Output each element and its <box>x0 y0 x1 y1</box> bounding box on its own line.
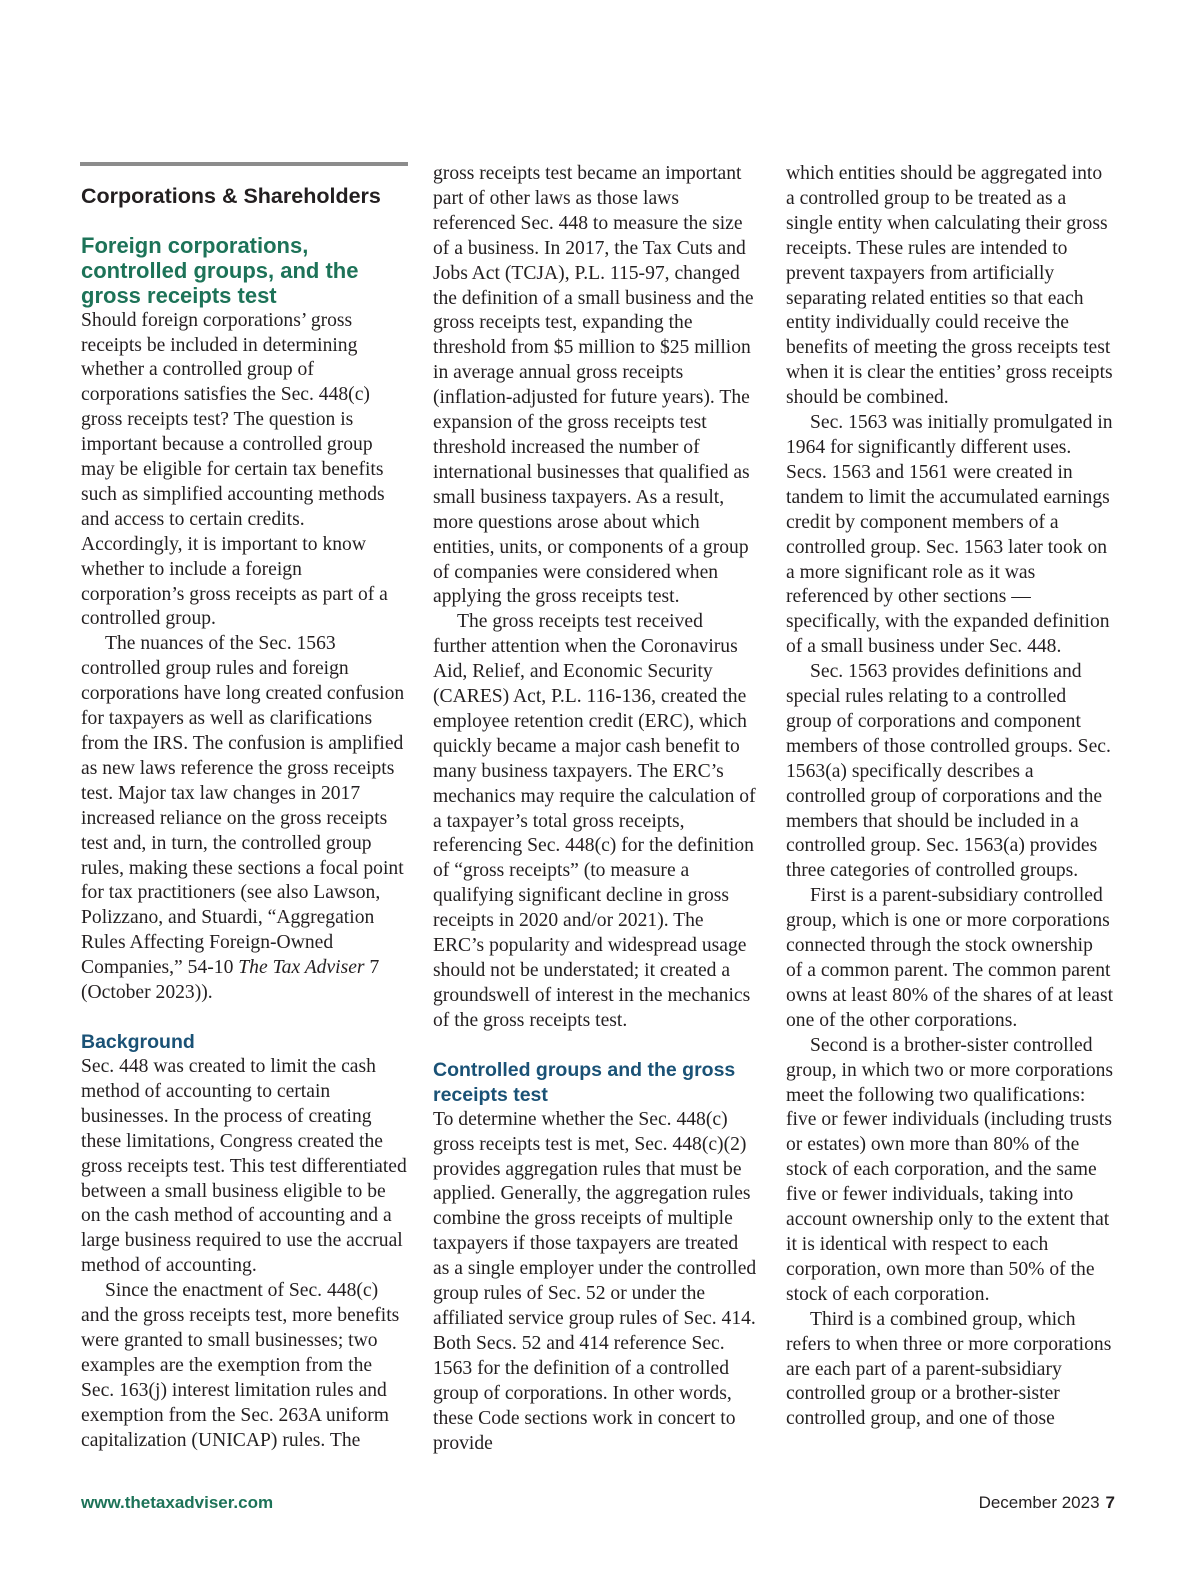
controlled-groups-heading: Controlled groups and the gross receipts test <box>433 1058 736 1106</box>
paragraph: To determine whether the Sec. 448(c) gross receipts test is met, Sec. 448(c)(2) provides aggregation rules that must be applied. Generally, the aggregation rules combine the gross receipts of multiple taxpayers if those taxpayers are treated as a single employer under the controlled group rules of Sec. 52 or under the affiliated service group rules of Sec. 414. Both Secs. 52 and 414 reference Sec. 1563 for the definition of a controlled group of corporations. In other words, these Code sections work in concert to provide <box>433 1108 757 1454</box>
paragraph: Third is a combined group, which refers to when three or more corporations are each part of a parent-subsidiary controlled group or a brother-sister controlled group, and one of those <box>786 1308 1112 1430</box>
paragraph: First is a parent-subsidiary controlled group, which is one or more corporations connected through the stock ownership of a common parent. The common parent owns at least 80% of the shares of at least one of the other corporations. <box>786 885 1114 1031</box>
journal-title: The Tax Adviser <box>238 957 365 979</box>
section-rule <box>80 162 408 166</box>
column-3 <box>786 162 1114 1432</box>
paragraph: Since the enactment of Sec. 448(c) and the gross receipts test, more benefits were granted to small businesses; two examples are the exemption from the Sec. 163(j) interest limitation rules and exemption from the Sec. 263A uniform capitalization (UNICAP) rules. The <box>81 1280 400 1451</box>
paragraph: The nuances of the Sec. 1563 controlled group rules and foreign corporations have long created confusion for taxpayers as well as clarifications from the IRS. The confusion is amplified as new laws reference the gross receipts test. Major tax law changes in 2017 increased reliance on the gross receipts test and, in turn, the controlled group rules, making these sections a focal point for tax practitioners (see also Lawson, Polizzano, and Stuardi, “Aggregation Rules Affecting Foreign-Owned Companies,” 54-10 The Tax Adviser 7 (October 2023)). <box>81 633 405 1004</box>
paragraph: gross receipts test became an important part of other laws as those laws referenced Sec. 448 to measure the size of a business. In 2017, the Tax Cuts and Jobs Act (TCJA), P.L. 115-97, changed the definition of a small business and the gross receipts test, expanding the threshold from $5 million to $25 million in average annual gross receipts (inflation-adjusted for future years). The expansion of the gross receipts test threshold increased the number of international businesses that qualified as small business taxpayers. As a result, more questions arose about which entities, units, or components of a group of companies were considered when applying the gross receipts test. <box>433 163 754 608</box>
background-heading: Background <box>81 1030 195 1053</box>
article-heading: Foreign corporations, controlled groups, and the gross receipts test <box>81 233 359 309</box>
paragraph: The gross receipts test received further attention when the Coronavirus Aid, Relief, and Economic Security (CARES) Act, P.L. 116-136, created the employee retention credit (ERC), which quickly became a major cash benefit to many business taxpayers. The ERC’s mechanics may require the calculation of a taxpayer’s total gross receipts, referencing Sec. 448(c) for the definition of “gross receipts” (to measure a qualifying significant decline in gross receipts in 2020 and/or 2021). The ERC’s popularity and widespread usage should not be understated; it created a groundswell of interest in the mechanics of the gross receipts test. <box>433 611 756 1031</box>
column-1 <box>81 183 409 1453</box>
section-title: Corporations & Shareholders <box>81 184 381 208</box>
paragraph: Should foreign corporations’ gross receipts be included in determining whether a controlled group of corporations satisfies the Sec. 448(c) gross receipts test? The question is important because a controlled group may be eligible for certain tax benefits such as simplified accounting methods and access to certain credits. Accordingly, it is important to know whether to include a foreign corporation’s gross receipts as part of a controlled group. <box>81 309 388 630</box>
footer-url[interactable]: www.thetaxadviser.com <box>81 1493 274 1512</box>
paragraph: which entities should be aggregated into a controlled group to be treated as a single entity when calculating their gross receipts. These rules are intended to prevent taxpayers from artificially separating related entities so that each entity individually could receive the benefits of meeting the gross receipts test when it is clear the entities’ gross receipts should be combined. <box>786 163 1113 409</box>
paragraph: Sec. 1563 provides definitions and special rules relating to a controlled group of corporations and component members of those controlled groups. Sec. 1563(a) specifically describes a controlled group of corporations and the members that should be included in a controlled group. Sec. 1563(a) provides three categories of controlled groups. <box>786 661 1111 882</box>
paragraph: Second is a brother-sister controlled group, in which two or more corporations meet the following two qualifications: five or fewer individuals (including trusts or estates) own more than 80% of the stock of each corporation, and the same five or fewer individuals, taking into account ownership only to the extent that it is identical with respect to each corporation, own more than 50% of the stock of each corporation. <box>786 1034 1114 1305</box>
column-2 <box>433 162 759 1456</box>
footer-date: December 2023 <box>978 1493 1100 1512</box>
paragraph: Sec. 448 was created to limit the cash method of accounting to certain businesses. In the process of creating these limitations, Congress created the gross receipts test. This test differentiated between a small business eligible to be on the cash method of accounting and a large business required to use the accrual method of accounting. <box>81 1055 407 1277</box>
page-number: 7 <box>1105 1493 1115 1512</box>
paragraph: Sec. 1563 was initially promulgated in 1964 for significantly different uses. Secs. 1563 and 1561 were created in tandem to limit the accumulated earnings credit by component members of a controlled group. Sec. 1563 later took on a more significant role as it was referenced by other sections — specifically, with the expanded definition of a small business under Sec. 448. <box>786 412 1113 658</box>
footer-date-page <box>979 1493 1115 1513</box>
